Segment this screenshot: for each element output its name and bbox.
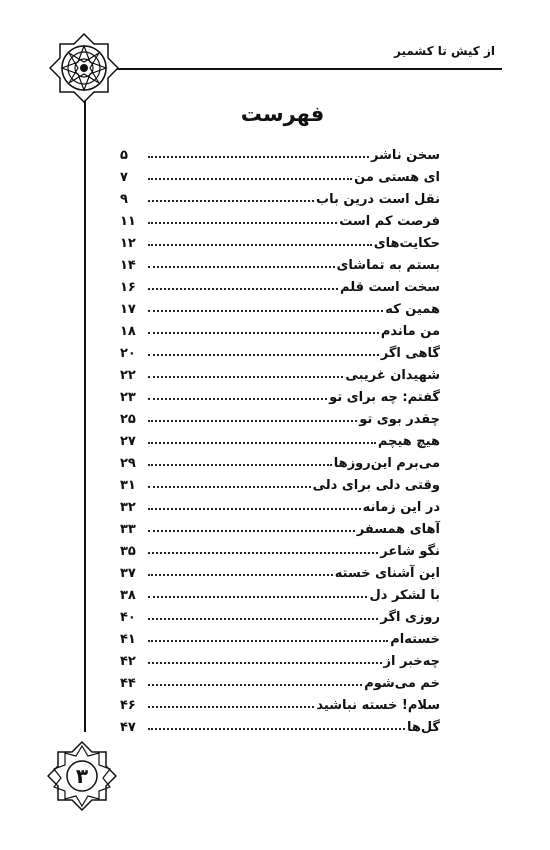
toc-entry[interactable]	[120, 713, 440, 735]
toc-entry[interactable]	[120, 141, 440, 163]
toc-entry-title: ای هستی من	[354, 170, 440, 185]
toc-leader-dots	[148, 728, 405, 730]
toc-entry-title: همین که	[385, 302, 440, 317]
toc-leader-dots	[148, 200, 314, 202]
toc-entry-title: سلام! خسته نباشید	[316, 698, 440, 713]
margin-rule	[84, 72, 86, 732]
toc-entry-title: سخت است قلم	[340, 280, 440, 295]
toc-entry-page: ۳۸	[120, 588, 136, 603]
toc-leader-dots	[148, 376, 343, 378]
toc-leader-dots	[148, 332, 379, 334]
top-ornament-icon	[49, 33, 119, 103]
toc-leader-dots	[148, 420, 357, 422]
toc-entry-title: سخن ناشر	[370, 148, 440, 163]
toc-leader-dots	[148, 266, 335, 268]
toc-entry-title: می‌برم این‌روزها	[333, 456, 440, 471]
toc-entry-page: ۴۱	[120, 632, 136, 647]
toc-leader-dots	[148, 530, 355, 532]
toc-entry[interactable]	[120, 163, 440, 185]
toc-entry-title: هیچ هیچم	[377, 434, 440, 449]
toc-entry[interactable]	[120, 229, 440, 251]
toc-leader-dots	[148, 596, 367, 598]
toc-entry-page: ۱۶	[120, 280, 136, 295]
toc-entry-page: ۱۸	[120, 324, 136, 339]
toc-entry-title: نگو شاعر	[380, 544, 440, 559]
toc-entry-page: ۲۹	[120, 456, 136, 471]
toc-entry[interactable]	[120, 625, 440, 647]
toc-entry-title: آهای همسفر	[356, 522, 440, 537]
toc-entry[interactable]	[120, 427, 440, 449]
toc-entry-page: ۳۳	[120, 522, 136, 537]
toc-entry-page: ۱۲	[120, 236, 136, 251]
toc-entry-page: ۳۱	[120, 478, 136, 493]
toc-leader-dots	[148, 178, 352, 180]
toc-entry-page: ۲۷	[120, 434, 136, 449]
toc-entry-title: نقل است درین باب	[316, 192, 440, 207]
toc-entry[interactable]	[120, 669, 440, 691]
toc-entry-title: با لشکر دل	[369, 588, 440, 603]
page-number: ۳	[75, 764, 89, 788]
toc-entry-title: بستم به تماشای	[336, 258, 440, 273]
toc-entry-page: ۳۲	[120, 500, 136, 515]
toc-entry[interactable]	[120, 691, 440, 713]
toc-entry-page: ۴۰	[120, 610, 136, 625]
toc-entry[interactable]	[120, 295, 440, 317]
toc-entry-title: وقتی دلی برای دلی	[312, 478, 440, 493]
table-of-contents	[120, 141, 440, 735]
toc-entry-page: ۷	[120, 170, 128, 185]
toc-leader-dots	[148, 156, 369, 158]
toc-entry-title: چقدر بوی تو	[359, 412, 440, 427]
toc-entry[interactable]	[120, 581, 440, 603]
toc-entry[interactable]	[120, 273, 440, 295]
toc-entry-page: ۲۳	[120, 390, 136, 405]
toc-entry-page: ۵	[120, 148, 128, 163]
toc-leader-dots	[148, 244, 372, 246]
toc-leader-dots	[148, 354, 379, 356]
toc-heading: فهرست	[240, 102, 325, 126]
toc-leader-dots	[148, 684, 362, 686]
toc-leader-dots	[148, 618, 378, 620]
toc-leader-dots	[148, 222, 337, 224]
toc-entry-page: ۲۵	[120, 412, 136, 427]
toc-leader-dots	[148, 398, 327, 400]
toc-entry[interactable]	[120, 405, 440, 427]
toc-leader-dots	[148, 640, 388, 642]
toc-entry-page: ۴۷	[120, 720, 136, 735]
toc-entry[interactable]	[120, 603, 440, 625]
toc-entry[interactable]	[120, 317, 440, 339]
toc-entry-title: این آشنای خسته	[334, 566, 440, 581]
toc-entry[interactable]	[120, 207, 440, 229]
toc-entry-page: ۹	[120, 192, 128, 207]
toc-entry-title: گل‌ها	[406, 720, 440, 735]
toc-leader-dots	[148, 706, 314, 708]
toc-leader-dots	[148, 310, 383, 312]
toc-entry[interactable]	[120, 449, 440, 471]
toc-entry-title: در این زمانه	[362, 500, 440, 515]
running-header-book-title: از کیش تا کشمیر	[393, 44, 495, 58]
toc-entry[interactable]	[120, 471, 440, 493]
toc-entry-page: ۴۴	[120, 676, 136, 691]
toc-leader-dots	[148, 442, 376, 444]
toc-entry-title: گفتم: چه برای تو	[329, 390, 440, 405]
toc-entry[interactable]	[120, 559, 440, 581]
toc-entry-title: گاهی اگر	[380, 346, 440, 361]
toc-entry-title: شهیدان غریبی	[345, 368, 440, 383]
toc-entry-page: ۴۲	[120, 654, 136, 669]
toc-entry[interactable]	[120, 383, 440, 405]
toc-entry-page: ۱۱	[120, 214, 136, 229]
toc-entry-page: ۲۲	[120, 368, 136, 383]
toc-leader-dots	[148, 508, 361, 510]
toc-entry-title: خسته‌ام	[390, 632, 440, 647]
toc-entry-page: ۱۷	[120, 302, 136, 317]
toc-leader-dots	[148, 464, 332, 466]
toc-leader-dots	[148, 552, 378, 554]
toc-leader-dots	[148, 574, 333, 576]
toc-leader-dots	[148, 288, 338, 290]
toc-entry-page: ۳۵	[120, 544, 136, 559]
toc-entry[interactable]	[120, 515, 440, 537]
toc-entry-title: حکایت‌های	[373, 236, 440, 251]
toc-leader-dots	[148, 486, 311, 488]
toc-entry[interactable]	[120, 537, 440, 559]
toc-entry[interactable]	[120, 493, 440, 515]
toc-entry-title: فرصت کم است	[339, 214, 440, 229]
toc-entry-page: ۱۴	[120, 258, 136, 273]
toc-entry[interactable]	[120, 361, 440, 383]
toc-entry[interactable]	[120, 185, 440, 207]
toc-entry-title: روزی اگر	[380, 610, 440, 625]
toc-entry-title: من ماندم	[380, 324, 440, 339]
toc-entry[interactable]	[120, 251, 440, 273]
toc-entry-title: خم می‌شوم	[364, 676, 440, 691]
toc-leader-dots	[148, 662, 382, 664]
header-rule	[84, 68, 502, 70]
toc-entry-page: ۳۷	[120, 566, 136, 581]
toc-entry-page: ۲۰	[120, 346, 136, 361]
toc-entry[interactable]	[120, 339, 440, 361]
toc-entry[interactable]	[120, 647, 440, 669]
toc-entry-page: ۴۶	[120, 698, 136, 713]
toc-entry-title: چه‌خبر از	[383, 654, 440, 669]
